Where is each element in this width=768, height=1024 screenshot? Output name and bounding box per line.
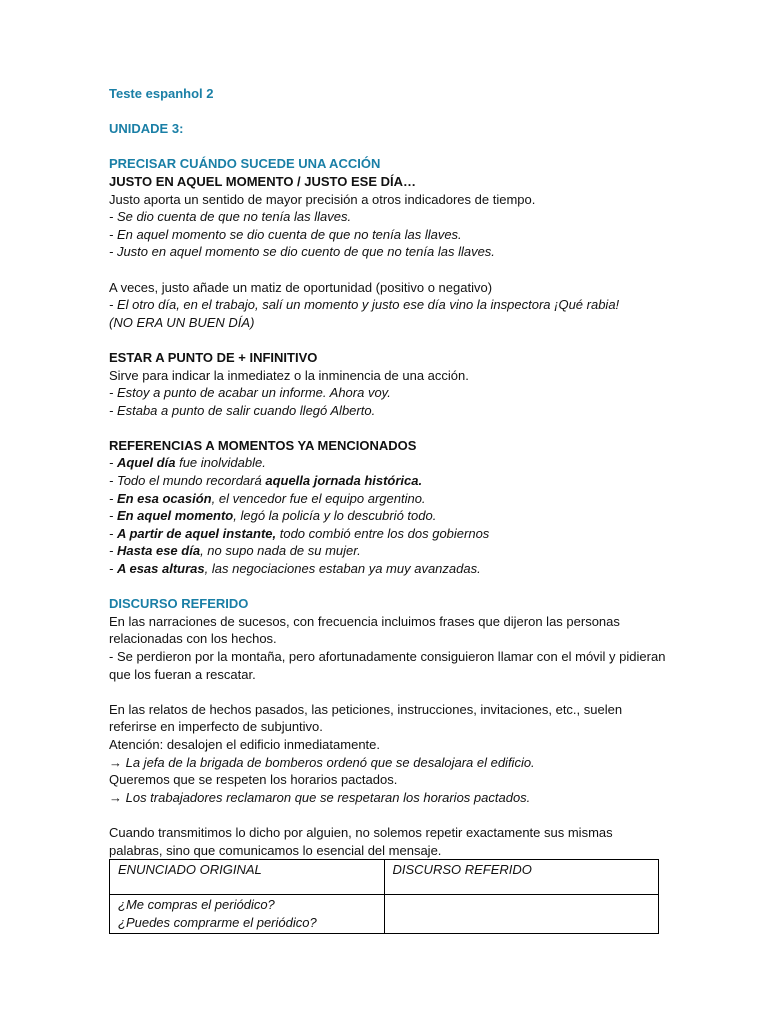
list-item-bold: En esa ocasión xyxy=(116,490,212,506)
example-line: - Estoy a punto de acabar un informe. Ahora voy. xyxy=(109,385,391,401)
subheading-estar-a-punto: ESTAR A PUNTO DE + INFINITIVO xyxy=(109,349,318,365)
table-header-referido: DISCURSO REFERIDO xyxy=(384,860,659,895)
subheading-justo: JUSTO EN AQUEL MOMENTO / JUSTO ESE DÍA… xyxy=(109,173,416,189)
paragraph: - Se perdieron por la montaña, pero afortunadamente consiguieron llamar con el móvil y pidieran que los fueran a rescatar. xyxy=(109,649,666,682)
example-line: - Estaba a punto de salir cuando llegó Alberto. xyxy=(109,402,376,418)
table-header-row xyxy=(110,860,659,895)
list-item-bold: aquella jornada histórica. xyxy=(265,473,423,489)
list-item-text: - Todo el mundo recordará xyxy=(109,473,266,489)
list-item-text: - xyxy=(109,525,117,541)
table-cell-referido xyxy=(384,895,659,934)
example-line: - Se dio cuenta de que no tenía las llaves. xyxy=(109,209,352,225)
list-item xyxy=(109,454,669,472)
example-line: → La jefa de la brigada de bomberos ordenó que se desalojara el edificio. xyxy=(109,754,535,770)
table-header-original: ENUNCIADO ORIGINAL xyxy=(110,860,385,895)
paragraph: A veces, justo añade un matiz de oportunidad (positivo o negativo) xyxy=(109,279,493,295)
example-line: - En aquel momento se dio cuenta de que no tenía las llaves. xyxy=(109,226,462,242)
list-item-text: , legó la policía y lo descubrió todo. xyxy=(233,508,437,524)
paragraph: Cuando transmitimos lo dicho por alguien, no solemos repetir exactamente sus mismas palabras, sino que comunicamos lo esencial del mensaje. xyxy=(109,824,613,858)
example-line: (NO ERA UN BUEN DÍA) xyxy=(109,314,255,330)
section-heading-precisar: PRECISAR CUÁNDO SUCEDE UNA ACCIÓN xyxy=(109,156,381,172)
list-item-text: - xyxy=(109,508,117,524)
list-item xyxy=(109,560,669,578)
subheading-referencias: REFERENCIAS A MOMENTOS YA MENCIONADOS xyxy=(109,437,417,453)
paragraph: En las relatos de hechos pasados, las peticiones, instrucciones, invitaciones, etc., suelen referirse en imperfecto de subjuntivo. xyxy=(109,701,623,735)
list-item-text: - xyxy=(109,455,117,471)
list-item xyxy=(109,472,669,490)
document-body xyxy=(109,85,669,934)
paragraph: Atención: desalojen el edificio inmediatamente. xyxy=(109,736,381,752)
list-item-bold: En aquel momento xyxy=(116,508,234,524)
section-heading-discurso: DISCURSO REFERIDO xyxy=(109,596,249,612)
list-item xyxy=(109,542,669,560)
list-item-bold: A esas alturas xyxy=(116,561,205,577)
doc-title: Teste espanhol 2 xyxy=(109,86,214,101)
table-cell-line: ¿Puedes comprarme el periódico? xyxy=(118,914,317,930)
list-item-text: - xyxy=(109,561,117,577)
example-line: - Justo en aquel momento se dio cuento de que no tenía las llaves. xyxy=(109,244,495,260)
list-item-text: fue inolvidable. xyxy=(175,455,266,471)
table-row xyxy=(110,895,659,934)
list-item-bold: Hasta ese día xyxy=(116,543,201,559)
list-item-text: , no supo nada de su mujer. xyxy=(200,543,361,559)
list-item-text: - xyxy=(109,490,117,506)
paragraph: Justo aporta un sentido de mayor precisión a otros indicadores de tiempo. xyxy=(109,191,536,207)
list-item-text: , el vencedor fue el equipo argentino. xyxy=(211,490,426,506)
unit-heading: UNIDADE 3: xyxy=(109,121,184,137)
list-item xyxy=(109,525,669,543)
list-item-bold: A partir de aquel instante, xyxy=(116,525,277,541)
table-cell-line: ¿Me compras el periódico? xyxy=(118,897,275,913)
list-item xyxy=(109,490,669,508)
paragraph: Sirve para indicar la inmediatez o la inminencia de una acción. xyxy=(109,367,469,383)
discourse-table xyxy=(109,859,659,934)
table-cell-original xyxy=(110,895,385,934)
list-item xyxy=(109,507,669,525)
list-item-text: todo combió entre los dos gobiernos xyxy=(276,525,490,541)
list-item-text: , las negociaciones estaban ya muy avanzadas. xyxy=(204,561,481,577)
paragraph: En las narraciones de sucesos, con frecuencia incluimos frases que dijeron las personas relacionadas con los hechos. xyxy=(109,613,620,647)
list-item-bold: Aquel día xyxy=(116,455,176,471)
paragraph: Queremos que se respeten los horarios pactados. xyxy=(109,772,398,788)
list-item-text: - xyxy=(109,543,117,559)
example-line: - El otro día, en el trabajo, salí un momento y justo ese día vino la inspectora ¡Qué rabia! xyxy=(109,297,620,313)
example-line: → Los trabajadores reclamaron que se respetaran los horarios pactados. xyxy=(109,789,531,805)
